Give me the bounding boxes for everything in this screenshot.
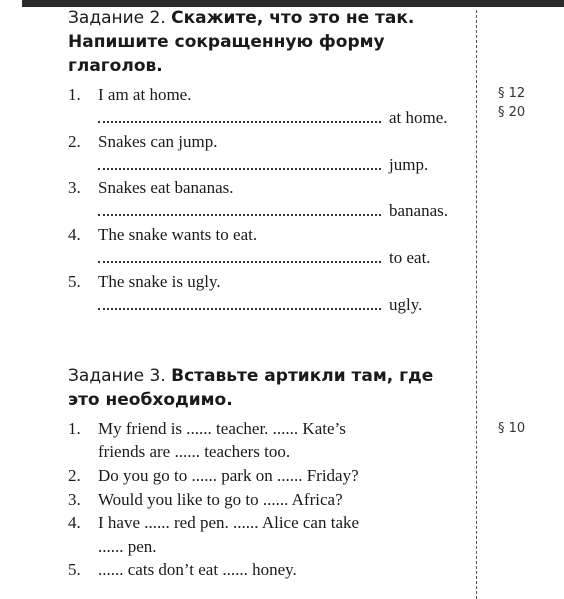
answer-ending: bananas. <box>389 201 449 220</box>
task2-answer-line-3[interactable] <box>98 199 448 222</box>
item-number: 5. <box>68 560 81 579</box>
task3-instruction: Вставьте артикли там, где это необходимо. <box>68 366 434 410</box>
task2-ref-2: § 20 <box>498 105 526 120</box>
task2-ref-1: § 12 <box>498 86 526 101</box>
item-number: 5. <box>68 272 81 291</box>
task2-answer-line-4[interactable] <box>98 246 431 269</box>
item-text: The snake is ugly. <box>98 272 221 291</box>
task3-item-4-continuation: ...... pen. <box>98 537 157 556</box>
item-text: Snakes eat bananas. <box>98 178 234 197</box>
task3-heading <box>68 364 468 412</box>
answer-blank[interactable] <box>98 247 381 263</box>
task2-instruction: Скажите, что это не так. Напишите сокращенную форму глаголов. <box>68 8 415 76</box>
task2-answer-line-5[interactable] <box>98 293 422 316</box>
task2-heading <box>68 6 468 78</box>
task3-item-2 <box>68 464 359 487</box>
item-number: 2. <box>68 466 81 485</box>
item-text: Snakes can jump. <box>98 132 218 151</box>
task2-item-2 <box>68 130 217 153</box>
answer-blank[interactable] <box>98 154 381 170</box>
item-text: The snake wants to eat. <box>98 225 258 244</box>
task3-label: Задание 3. <box>68 366 166 386</box>
task2-label: Задание 2. <box>68 8 166 28</box>
answer-blank[interactable] <box>98 294 381 310</box>
task3-item-5 <box>68 558 297 581</box>
task2-item-1 <box>68 83 191 106</box>
task3-item-3 <box>68 488 343 511</box>
item-number: 1. <box>68 419 81 438</box>
item-number: 4. <box>68 225 81 244</box>
task3-ref-1: § 10 <box>498 421 526 436</box>
task2-item-5 <box>68 270 221 293</box>
task2-item-4 <box>68 223 257 246</box>
task3-item-1 <box>68 417 346 440</box>
task3-item-4 <box>68 511 359 534</box>
answer-ending: to eat. <box>389 248 431 267</box>
task3-item-1-continuation: friends are ...... teachers too. <box>98 442 291 461</box>
item-number: 3. <box>68 178 81 197</box>
item-text: I have ...... red pen. ...... Alice can take <box>98 513 360 532</box>
item-text: My friend is ...... teacher. ...... Kate’s <box>98 419 346 438</box>
margin-divider <box>476 10 477 599</box>
answer-ending: jump. <box>389 155 429 174</box>
item-number: 3. <box>68 490 81 509</box>
item-number: 1. <box>68 85 81 104</box>
item-number: 2. <box>68 132 81 151</box>
answer-blank[interactable] <box>98 107 381 123</box>
task2-answer-line-2[interactable] <box>98 153 428 176</box>
task2-item-3 <box>68 176 233 199</box>
answer-blank[interactable] <box>98 200 381 216</box>
answer-ending: ugly. <box>389 295 423 314</box>
item-text: Would you like to go to ...... Africa? <box>98 490 343 509</box>
answer-ending: at home. <box>389 108 448 127</box>
task2-answer-line-1[interactable] <box>98 106 448 129</box>
item-text: ...... cats don’t eat ...... honey. <box>98 560 297 579</box>
item-number: 4. <box>68 513 81 532</box>
item-text: I am at home. <box>98 85 192 104</box>
item-text: Do you go to ...... park on ...... Friday? <box>98 466 359 485</box>
